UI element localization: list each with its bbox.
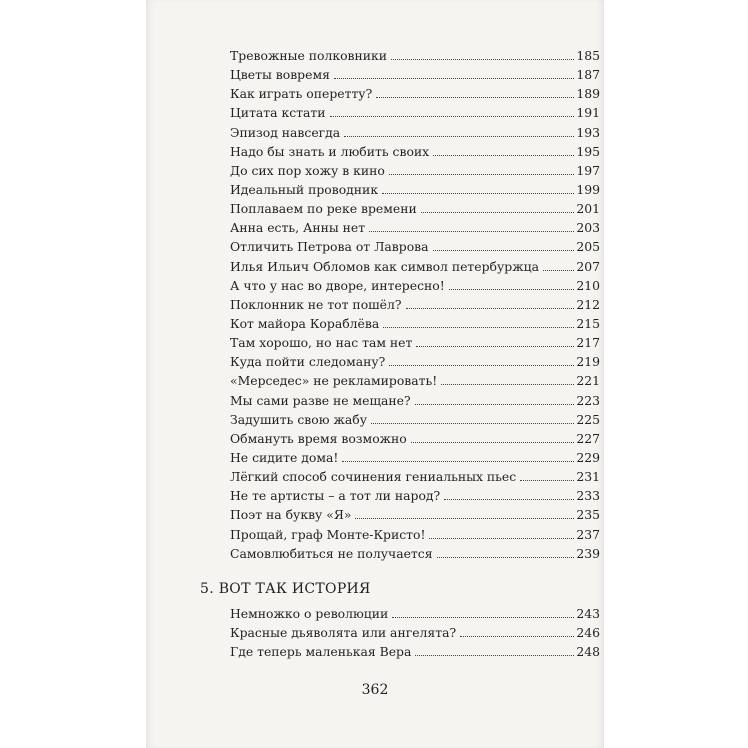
toc-dot-leader <box>415 654 574 656</box>
toc-entry <box>230 123 600 142</box>
toc-entry <box>230 161 600 180</box>
toc-entry-page: 246 <box>576 625 600 641</box>
toc-entry <box>230 314 600 333</box>
toc-entry-page: 201 <box>576 201 600 217</box>
toc-dot-leader <box>344 135 574 137</box>
toc-entry-title: Мы сами разве не мещане? <box>230 392 411 408</box>
toc-entry-page: 235 <box>576 507 600 523</box>
toc-entry <box>230 257 600 276</box>
toc-dot-leader <box>389 364 574 366</box>
toc-entry-title: Там хорошо, но нас там нет <box>230 335 413 351</box>
toc-dot-leader <box>355 517 574 519</box>
toc-entry-page: 219 <box>576 354 600 370</box>
toc-dot-leader <box>330 115 574 117</box>
toc-entry-title: Не сидите дома! <box>230 449 339 465</box>
toc-entry <box>230 525 600 544</box>
toc-dot-leader <box>342 460 574 462</box>
toc-dot-leader <box>382 192 574 194</box>
toc-dot-leader <box>406 307 574 309</box>
toc-entry-page: 223 <box>576 392 600 408</box>
toc-entry-title: Идеальный проводник <box>230 181 379 197</box>
toc-dot-leader <box>371 422 574 424</box>
toc-dot-leader <box>433 154 574 156</box>
toc-entry-title: Красные дьяволята или ангелята? <box>230 625 457 641</box>
toc-dot-leader <box>416 345 574 347</box>
toc-entry-title: Цитата кстати <box>230 105 326 121</box>
toc-entry-page: 185 <box>576 48 600 63</box>
book-page <box>146 0 604 748</box>
toc-entry-page: 248 <box>576 644 600 660</box>
toc-entry <box>230 142 600 161</box>
toc-entry-page: 207 <box>576 258 600 274</box>
toc-entry-page: 197 <box>576 162 600 178</box>
toc-entry-title: Лёгкий способ сочинения гениальных пьес <box>230 469 517 485</box>
toc-dot-leader <box>433 249 574 251</box>
toc-dot-leader <box>520 479 574 481</box>
toc-dot-leader <box>389 173 574 175</box>
toc-entry-title: Цветы вовремя <box>230 67 330 83</box>
toc-entry-title: Отличить Петрова от Лаврова <box>230 239 429 255</box>
toc-entry <box>230 180 600 199</box>
toc-entry <box>230 486 600 505</box>
toc-entry <box>230 371 600 390</box>
toc-entry-title: А что у нас во дворе, интересно! <box>230 277 445 293</box>
toc-entry <box>230 642 600 661</box>
toc-dot-leader <box>376 96 574 98</box>
toc-entry <box>230 429 600 448</box>
toc-entry-page: 229 <box>576 449 600 465</box>
toc-entry <box>230 237 600 256</box>
toc-dot-leader <box>391 58 574 60</box>
toc-entry-title: До сих пор хожу в кино <box>230 162 385 178</box>
toc-entry <box>230 467 600 486</box>
toc-entry <box>230 623 600 642</box>
toc-entry-page: 212 <box>576 296 600 312</box>
toc-entry-title: Тревожные полковники <box>230 48 388 63</box>
toc-entry-title: Надо бы знать и любить своих <box>230 143 430 159</box>
toc-dot-leader <box>437 556 574 558</box>
toc-dot-leader <box>421 211 574 213</box>
toc-dot-leader <box>444 498 574 500</box>
toc-entry-title: Немножко о революции <box>230 606 389 621</box>
toc-entry-title: Поэт на букву «Я» <box>230 507 352 523</box>
toc-entry-page: 233 <box>576 488 600 504</box>
toc-entry-title: Как играть оперетту? <box>230 86 373 102</box>
toc-entry-page: 231 <box>576 469 600 485</box>
toc-entry <box>230 218 600 237</box>
toc-entry <box>230 505 600 524</box>
toc-entry <box>230 448 600 467</box>
toc-entry-title: Обмануть время возможно <box>230 430 407 446</box>
toc-entry-title: Самовлюбиться не получается <box>230 545 433 561</box>
toc-dot-leader <box>369 230 574 232</box>
toc-dot-leader <box>392 616 574 618</box>
toc-dot-leader <box>449 288 574 290</box>
toc-entry-page: 215 <box>576 315 600 331</box>
toc-entry-page: 193 <box>576 124 600 140</box>
toc-entry-title: Илья Ильич Обломов как символ петербуржца <box>230 258 539 274</box>
toc-entry <box>230 544 600 563</box>
toc-entry-page: 191 <box>576 105 600 121</box>
toc-entry-page: 239 <box>576 545 600 561</box>
toc-entry <box>230 604 600 623</box>
toc-entry-title: «Мерседес» не рекламировать! <box>230 373 438 389</box>
toc-entry <box>230 103 600 122</box>
toc-entry <box>230 391 600 410</box>
table-of-contents <box>230 46 600 563</box>
toc-entry-title: Анна есть, Анны нет <box>230 220 366 236</box>
toc-entry-page: 195 <box>576 143 600 159</box>
toc-entry-title: Задушить свою жабу <box>230 411 367 427</box>
toc-entry-page: 221 <box>576 373 600 389</box>
toc-entry-title: Эпизод навсегда <box>230 124 341 140</box>
toc-entry-page: 210 <box>576 277 600 293</box>
toc-entry-title: Куда пойти следоману? <box>230 354 386 370</box>
toc-entry <box>230 46 600 65</box>
toc-dot-leader <box>441 383 574 385</box>
toc-dot-leader <box>543 269 574 271</box>
toc-entry <box>230 352 600 371</box>
toc-entry <box>230 84 600 103</box>
toc-entry-page: 237 <box>576 526 600 542</box>
toc-entry-page: 203 <box>576 220 600 236</box>
toc-entry-title: Где теперь маленькая Вера <box>230 644 412 660</box>
toc-entry-page: 217 <box>576 335 600 351</box>
page-number: 362 <box>361 682 389 698</box>
toc-entry-page: 243 <box>576 606 600 621</box>
toc-entry-title: Поплаваем по реке времени <box>230 201 417 217</box>
toc-entry-page: 189 <box>576 86 600 102</box>
toc-dot-leader <box>429 537 574 539</box>
toc-entry-title: Не те артисты – а тот ли народ? <box>230 488 441 504</box>
toc-entry-page: 225 <box>576 411 600 427</box>
toc-entry <box>230 276 600 295</box>
toc-entry-title: Кот майора Кораблёва <box>230 315 380 331</box>
toc-entry <box>230 199 600 218</box>
toc-entry-title: Прощай, граф Монте-Кристо! <box>230 526 426 542</box>
toc-dot-leader <box>334 77 574 79</box>
toc-entry-title: Поклонник не тот пошёл? <box>230 296 402 312</box>
section-table-of-contents <box>230 604 600 661</box>
toc-dot-leader <box>460 635 574 637</box>
section-heading: 5. ВОТ ТАК ИСТОРИЯ <box>200 581 371 597</box>
toc-entry-page: 187 <box>576 67 600 83</box>
toc-entry-page: 199 <box>576 181 600 197</box>
toc-entry <box>230 410 600 429</box>
toc-dot-leader <box>383 326 574 328</box>
toc-entry-page: 227 <box>576 430 600 446</box>
toc-dot-leader <box>415 403 574 405</box>
toc-entry <box>230 65 600 84</box>
toc-entry-page: 205 <box>576 239 600 255</box>
toc-entry <box>230 333 600 352</box>
toc-dot-leader <box>411 441 574 443</box>
toc-entry <box>230 295 600 314</box>
